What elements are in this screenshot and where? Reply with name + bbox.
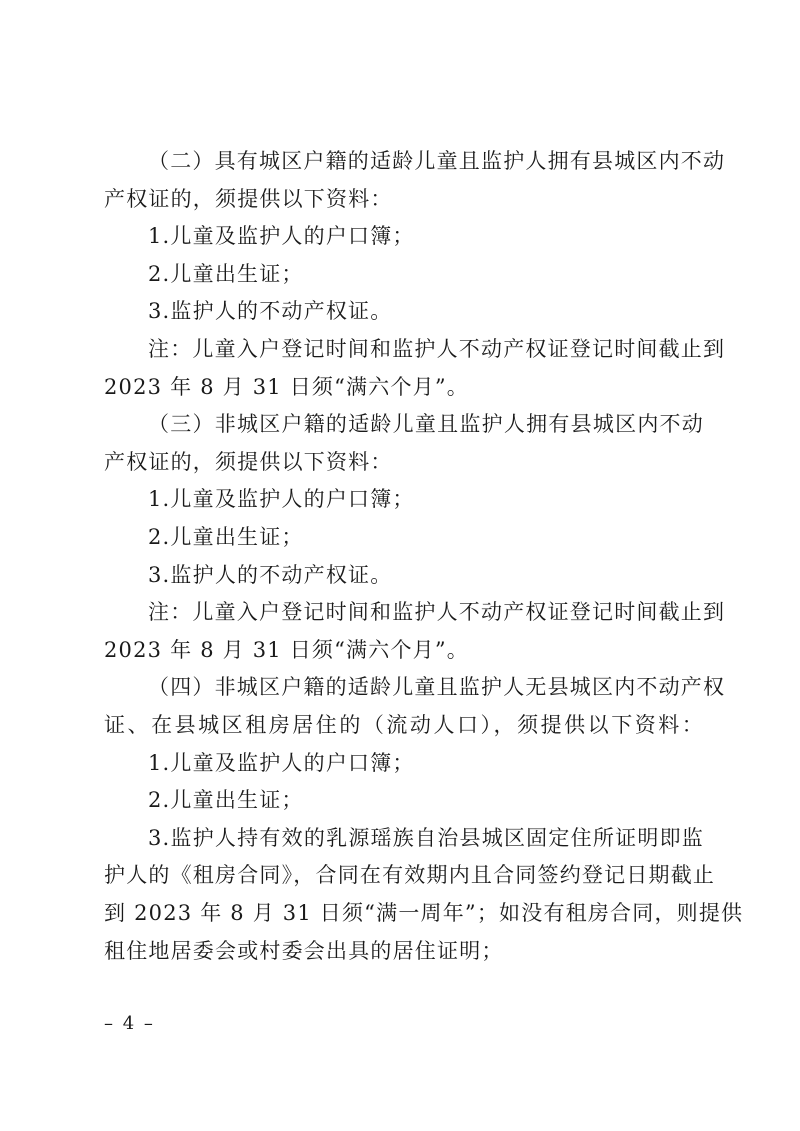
section-two-item-1: 1.儿童及监护人的户口簿； [148,224,415,249]
page-number: – 4 – [104,1013,155,1034]
section-two-item-3: 3.监护人的不动产权证。 [148,299,393,324]
section-three-item-3: 3.监护人的不动产权证。 [148,562,393,587]
section-two-heading-line-1: （二）具有城区户籍的适龄儿童且监护人拥有县城区内不动 [148,149,726,173]
section-three-heading-line-1: （三）非城区户籍的适龄儿童且监护人拥有县城区内不动 [148,412,704,437]
section-four-item-2: 2.儿童出生证； [148,788,304,813]
section-four-item-3-line-4: 租住地居委会或村委会出具的居住证明； [104,938,504,963]
section-two-note-line-1: 注：儿童入户登记时间和监护人不动产权证登记时间截止到 [148,337,726,361]
section-three-item-2: 2.儿童出生证； [148,525,304,549]
section-three-note-line-2: 2023 年 8 月 31 日须“满六个月”。 [104,637,469,662]
section-four-heading-line-2: 证、在县城区租房居住的（流动人口），须提供以下资料： [104,713,704,737]
section-four-heading-line-1: （四）非城区户籍的适龄儿童且监护人无县城区内不动产权 [148,675,726,700]
section-three-heading-line-2: 产权证的，须提供以下资料： [104,449,393,474]
section-four-item-3-line-2: 护人的《租房合同》，合同在有效期内且合同签约登记日期截止 [104,863,716,888]
section-four-item-3-line-1: 3.监护人持有效的乳源瑶族自治县城区固定住所证明即监 [148,825,704,850]
section-four-item-1: 1.儿童及监护人的户口簿； [148,750,415,775]
section-three-note-line-1: 注：儿童入户登记时间和监护人不动产权证登记时间截止到 [148,600,726,625]
section-four-item-3-line-3: 到 2023 年 8 月 31 日须“满一周年”；如没有租房合同，则提供 [104,901,744,925]
section-two-item-2: 2.儿童出生证； [148,261,304,286]
section-two-note-line-2: 2023 年 8 月 31 日须“满六个月”。 [104,374,469,399]
section-two-heading-line-2: 产权证的，须提供以下资料： [104,186,393,211]
section-three-item-1: 1.儿童及监护人的户口簿； [148,487,415,512]
